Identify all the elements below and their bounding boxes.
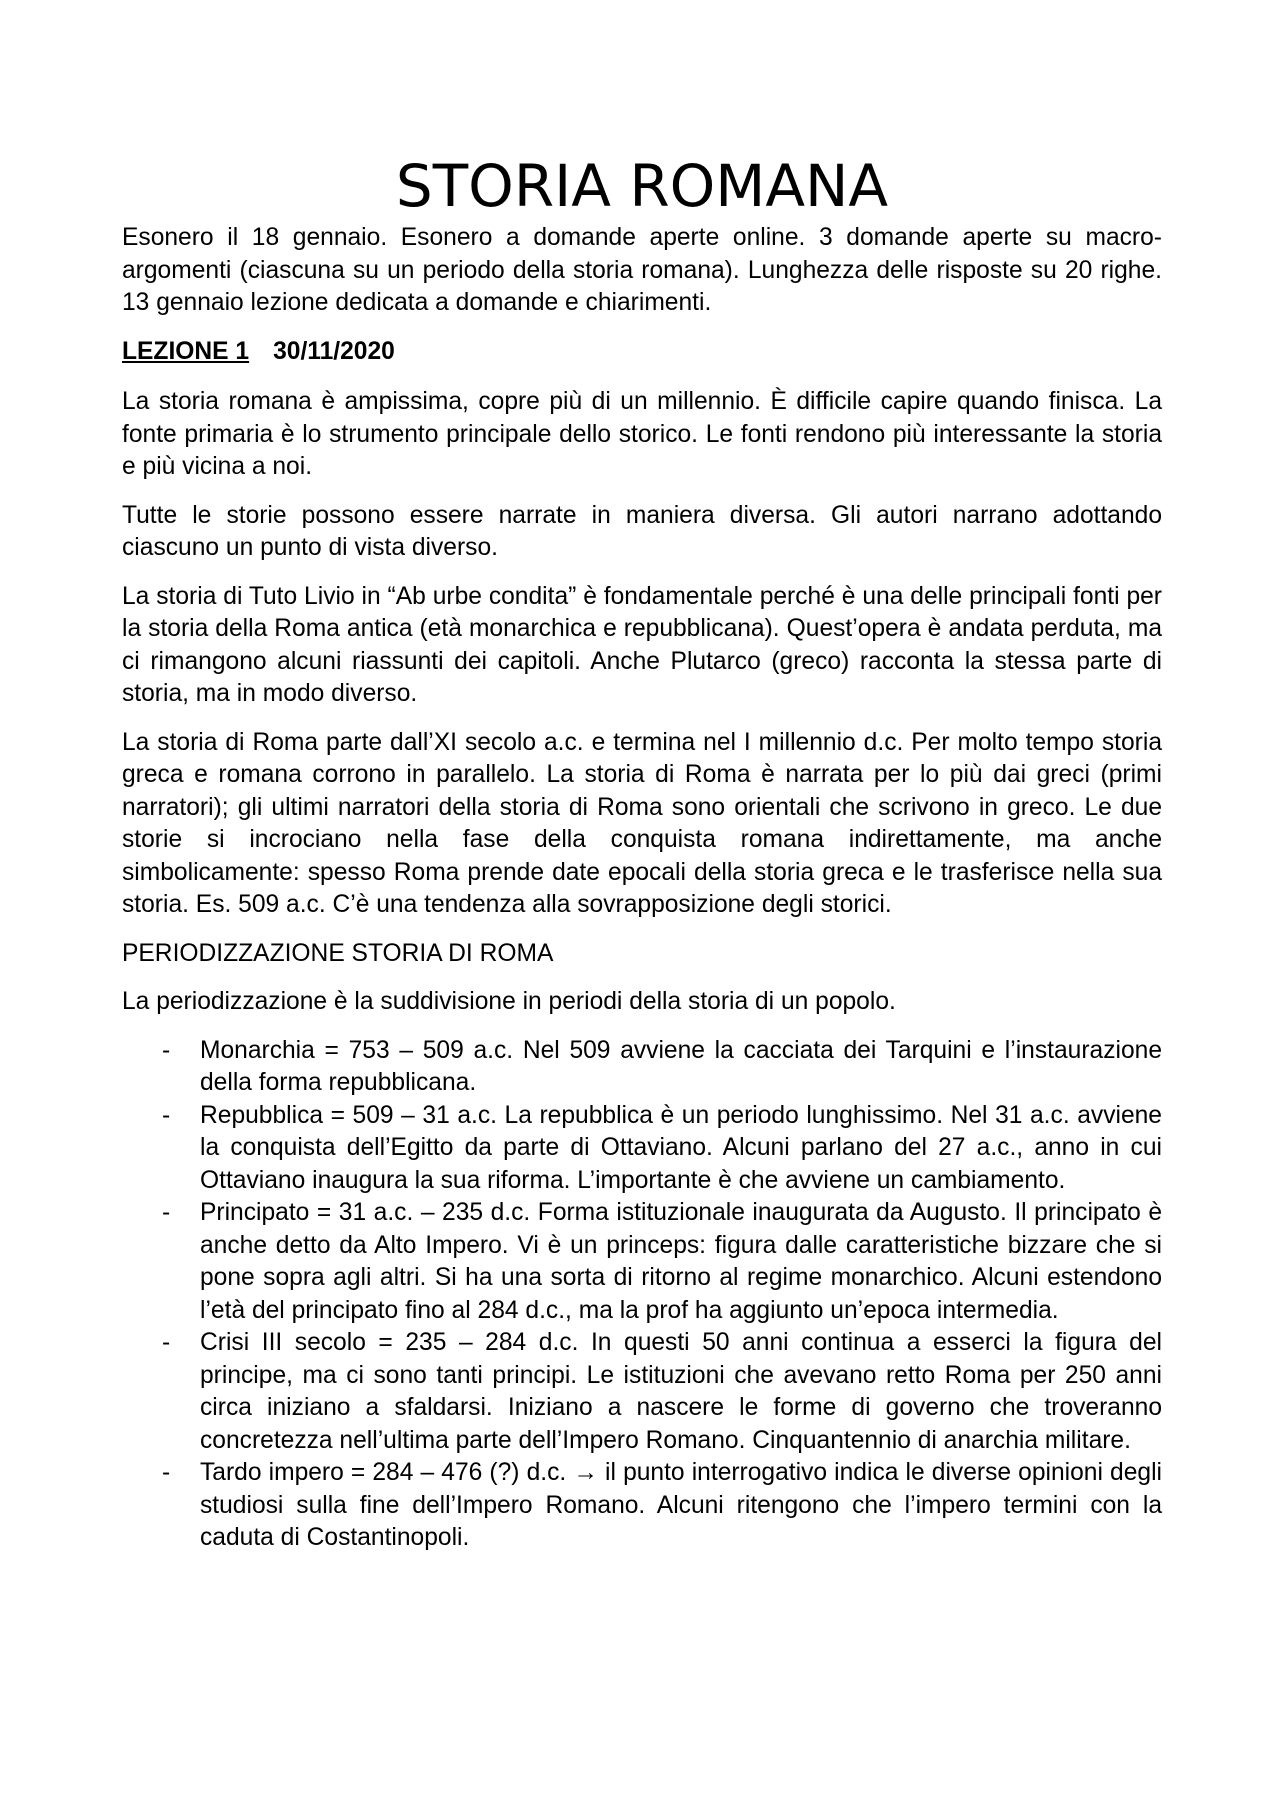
period-item bbox=[122, 1327, 1162, 1457]
period-item bbox=[122, 1197, 1162, 1327]
bullet-dash: - bbox=[162, 1101, 171, 1129]
period-text: Repubblica = 509 – 31 a.c. La repubblica è un periodo lunghissimo. Nel 31 a.c. avviene la conquista dell’Egitto da parte di Ottaviano. Alcuni parlano del 27 a.c., anno in cui Ottaviano inaugura la sua riforma. L’importante è che avviene un cambiamento. bbox=[200, 1101, 1162, 1194]
bullet-dash: - bbox=[162, 1036, 171, 1064]
body-paragraph: La storia di Tuto Livio in “Ab urbe condita” è fondamentale perché è una delle principali fonti per la storia della Roma antica (età monarchica e repubblicana). Quest’opera è andata perduta, ma ci rimangono alcuni riassunti dei capitoli. Anche Plutarco (greco) racconta la stessa parte di storia, ma in modo diverso. bbox=[122, 582, 1162, 707]
body-paragraph: Tutte le storie possono essere narrate in maniera diversa. Gli autori narrano adottando ciascuno un punto di vista diverso. bbox=[122, 501, 1162, 561]
period-item bbox=[122, 1457, 1162, 1555]
periods-list bbox=[122, 1035, 1162, 1555]
period-text: Monarchia = 753 – 509 a.c. Nel 509 avviene la cacciata dei Tarquini e l’instaurazione della forma repubblicana. bbox=[200, 1036, 1162, 1096]
page-title: STORIA ROMANA bbox=[395, 152, 889, 220]
period-item bbox=[122, 1035, 1162, 1100]
section-heading: PERIODIZZAZIONE STORIA DI ROMA bbox=[122, 939, 554, 967]
lesson-heading bbox=[122, 336, 1162, 369]
body-paragraph: La storia di Roma parte dall’XI secolo a.c. e termina nel I millennio d.c. Per molto tempo storia greca e romana corrono in parallelo. La storia di Roma è narrata per lo più dai greci (primi narratori); gli ultimi narratori della storia di Roma sono orientali che scrivono in greco. Le due storie si incrociano nella fase della conquista romana indirettamente, ma anche simbolicamente: spesso Roma prende date epocali della storia greca e le trasferisce nella sua storia. Es. 509 a.c. C’è una tendenza alla sovrapposizione degli storici. bbox=[122, 728, 1162, 918]
period-item bbox=[122, 1100, 1162, 1198]
bullet-dash: - bbox=[162, 1459, 171, 1486]
period-text: Principato = 31 a.c. – 235 d.c. Forma istituzionale inaugurata da Augusto. Il principato è anche detto da Alto Impero. Vi è un princeps: figura dalle caratteristiche bizzare che si pone sopra agli altri. Si ha una sorta di ritorno al regime monarchico. Alcuni estendono l’età del principato fino al 284 d.c., ma la prof ha aggiunto un’epoca intermedia. bbox=[200, 1199, 1162, 1324]
definition-paragraph: La periodizzazione è la suddivisione in periodi della storia di un popolo. bbox=[122, 988, 896, 1015]
bullet-dash: - bbox=[162, 1199, 171, 1226]
document-page bbox=[122, 150, 1162, 1555]
lesson-date: 30/11/2020 bbox=[273, 337, 395, 365]
bullet-dash: - bbox=[162, 1329, 171, 1356]
intro-paragraph: Esonero il 18 gennaio. Esonero a domande aperte online. 3 domande aperte su macro-argomenti (ciascuna su un periodo della storia romana). Lunghezza delle risposte su 20 righe. 13 gennaio lezione dedicata a domande e chiarimenti. bbox=[122, 224, 1162, 316]
body-paragraph: La storia romana è ampissima, copre più di un millennio. È difficile capire quando finisca. La fonte primaria è lo strumento principale dello storico. Le fonti rendono più interessante la storia e più vicina a noi. bbox=[122, 388, 1162, 480]
lesson-label: LEZIONE 1 bbox=[122, 337, 250, 365]
period-text: Crisi III secolo = 235 – 284 d.c. In questi 50 anni continua a esserci la figura del principe, ma ci sono tanti principi. Le istituzioni che avevano retto Roma per 250 anni circa iniziano a sfaldarsi. Iniziano a nascere le forme di governo che troveranno concretezza nell’ultima parte dell’Impero Romano. Cinquantennio di anarchia militare. bbox=[200, 1329, 1162, 1454]
period-text: Tardo impero = 284 – 476 (?) d.c. → il punto interrogativo indica le diverse opinioni degli studiosi sulla fine dell’Impero Romano. Alcuni ritengono che l’impero termini con la caduta di Costantinopoli. bbox=[200, 1459, 1162, 1551]
